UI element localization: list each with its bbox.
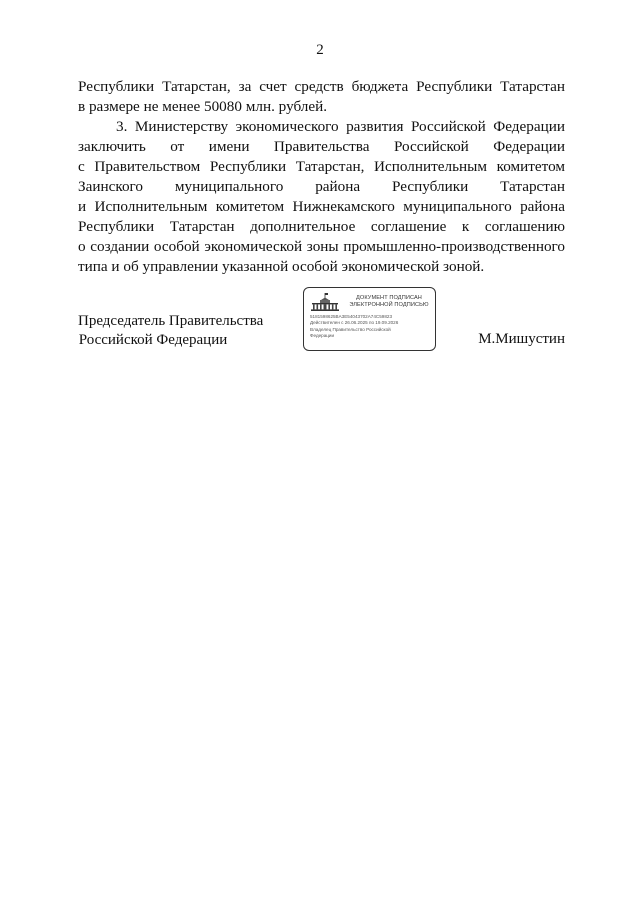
stamp-title-line: ДОКУМЕНТ ПОДПИСАН [356,295,422,301]
signer-name: М.Мишустин [478,331,565,347]
stamp-details [310,314,434,340]
text-line: заключить от имени Правительства Российской Федерации [78,138,565,155]
text-line: типа и об управлении указанной особой экономической зоной. [78,258,485,275]
text-line: с Правительством Республики Татарстан, Исполнительным комитетом [78,158,565,175]
stamp-title-line: ЭЛЕКТРОННОЙ ПОДПИСЬЮ [349,302,429,308]
stamp-certificate: 5181598625BA3E54043702A74C59823 [310,314,392,319]
government-building-icon [310,292,340,312]
stamp-title [346,295,432,309]
stamp-issuer: Владелец Правительство Российской [310,326,391,332]
text-line: Заинского муниципального района Республики Татарстан [78,178,565,195]
text-line: о создании особой экономической зоны промышленно-производственного [78,238,565,255]
stamp-validity: Действителен с 26.06.2025 по 19.09.2026 [310,320,399,326]
text-line: Республики Татарстан дополнительное соглашение к соглашению [78,218,565,235]
electronic-signature-stamp [303,287,436,351]
stamp-issuer: Федерации [310,333,335,339]
text-line: Республики Татарстан, за счет средств бюджета Республики Татарстан [78,78,565,95]
text-line: в размере не менее 50080 млн. рублей. [78,98,328,115]
page-number: 2 [316,42,324,58]
document-body [78,77,565,277]
signer-position-line: Российской Федерации [78,332,228,348]
text-line: и Исполнительным комитетом Нижнекамского муниципального района [78,198,565,215]
text-line: 3. Министерству экономического развития Российской Федерации [116,118,565,135]
signer-position [78,312,264,350]
signer-position-line: Председатель Правительства [78,313,264,329]
